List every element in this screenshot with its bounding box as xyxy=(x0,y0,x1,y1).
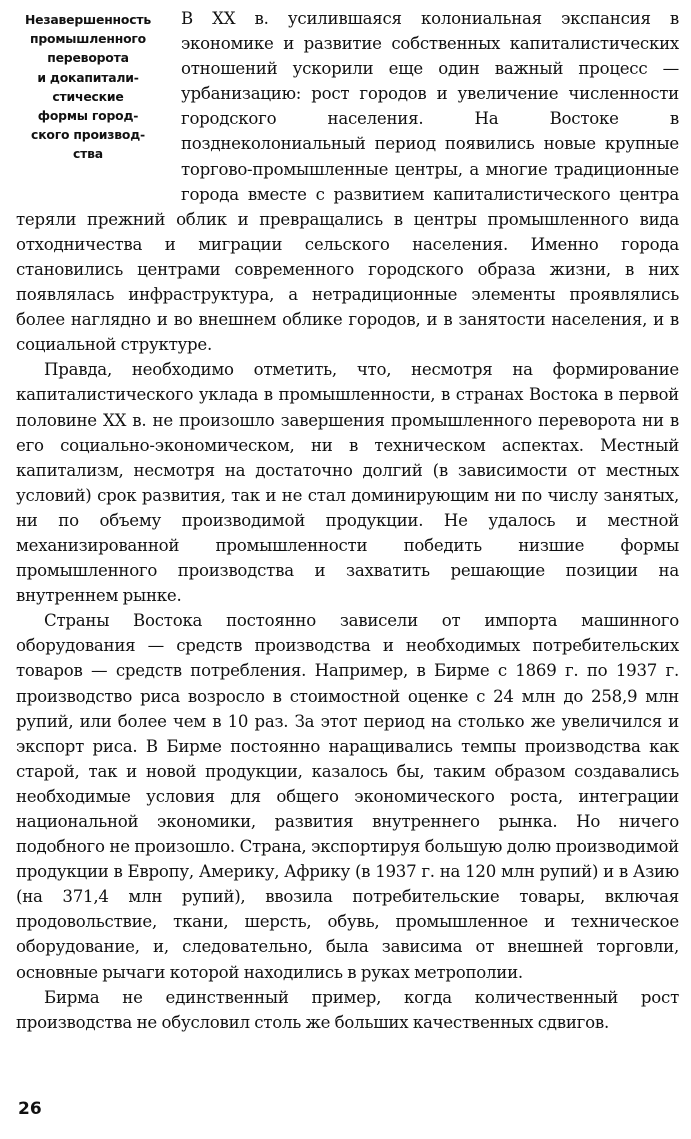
body-text xyxy=(16,6,679,1035)
paragraph-1: В XX в. усилившаяся колониальная экспансия в экономике и развитие собственных капиталистических отношений ускорили еще один важный процесс — урбанизацию: рост городов и увеличение численности городского населения. На Востоке в позднеколониальный период появились новые крупные торгово-промышленные центры, а многие традиционные города вместе с развитием капиталистического центра теряли прежний облик и превращались в центры промышленного вида отходничества и миграции сельского населения. Именно города становились центрами современного городского образа жизни, в них появлялась инфраструктура, а нетрадиционные элементы проявлялись более наглядно и во внешнем облике городов, и в занятости населения, и в социальной структуре. xyxy=(16,9,679,355)
margin-note-spacer xyxy=(16,6,181,186)
margin-note-heading: Незавершенность промышленного переворота и докапитали- стические формы город- ского производ- ства xyxy=(24,12,151,162)
paragraph-2: Правда, необходимо отметить, что, несмотря на формирование капиталистического уклада в промышленности, в странах Востока в первой половине XX в. не произошло завершения промышленного переворота ни в его социально-экономическом, ни в техническом аспектах. Местный капитализм, несмотря на достаточно долгий (в зависимости от местных условий) срок развития, так и не стал доминирующим ни по числу занятых, ни по объему производимой продукции. Не удалось и местной механизированной промышленности победить низшие формы промышленного производства и захватить решающие позиции на внутреннем рынке. xyxy=(16,360,679,606)
page-number: 26 xyxy=(18,1099,42,1119)
paragraph-4: Бирма не единственный пример, когда количественный рост производства не обусловил столь же больших качественных сдвигов. xyxy=(16,987,679,1032)
paragraph-3: Страны Востока постоянно зависели от импорта машинного оборудования — средств производства и необходимых потребительских товаров — средств потребления. Например, в Бирме с 1869 г. по 1937 г. производство риса возросло в стоимостной оценке с 24 млн до 258,9 млн рупий, или более чем в 10 раз. За этот период на столько же увеличился и экспорт риса. В Бирме постоянно наращивались темпы производства как старой, так и новой продукции, казалось бы, таким образом создавались необходимые условия для общего экономического роста, интеграции национальной экономики, развития внутреннего рынка. Но ничего подобного не произошло. Страна, экспортируя большую долю производимой продукции в Европу, Америку, Африку (в 1937 г. на 120 млн рупий) и в Азию (на 371,4 млн рупий), ввозила потребительские товары, включая продовольствие, ткани, шерсть, обувь, промышленное и техническое оборудование, и, следовательно, была зависима от внешней торговли, основные рычаги которой находились в руках метрополии. xyxy=(16,611,679,982)
